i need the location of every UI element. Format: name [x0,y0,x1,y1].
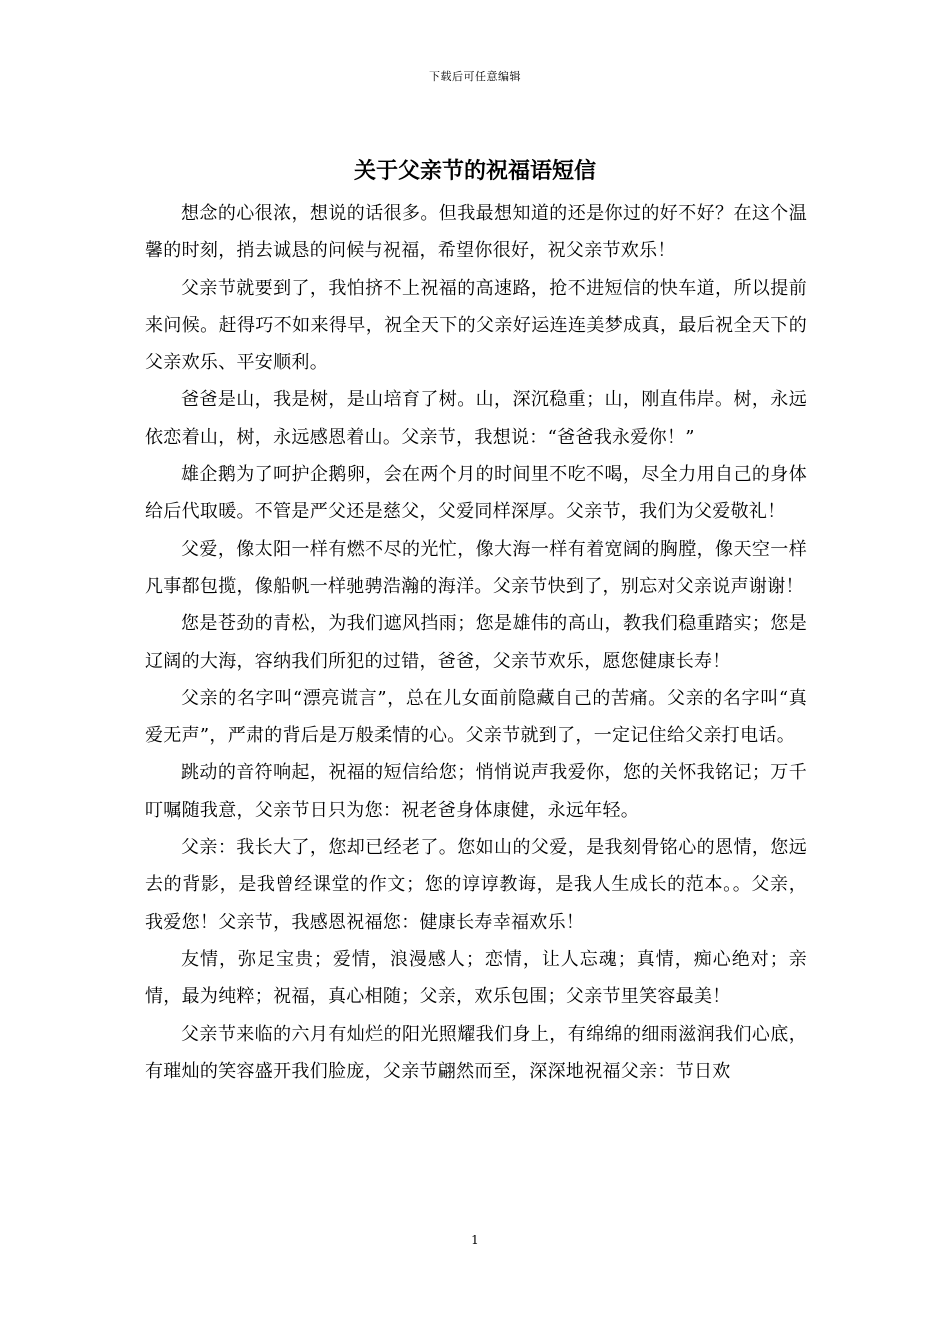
paragraph: 父亲的名字叫“漂亮谎言”，总在儿女面前隐藏自己的苦痛。父亲的名字叫“真爱无声”，严肃的背后是万般柔情的心。父亲节就到了，一定记住给父亲打电话。 [145,687,807,747]
document-body [145,195,807,1090]
page-number: 1 [471,1233,479,1247]
paragraph: 想念的心很浓，想说的话很多。但我最想知道的还是你过的好不好？在这个温馨的时刻，捎去诚恳的问候与祝福，希望你很好，祝父亲节欢乐！ [145,203,807,262]
paragraph: 父爱，像太阳一样有燃不尽的光忙，像大海一样有着宽阔的胸膛，像天空一样凡事都包揽，像船帆一样驰骋浩瀚的海洋。父亲节快到了，别忘对父亲说声谢谢！ [145,538,807,597]
document-title: 关于父亲节的祝福语短信 [353,158,596,184]
paragraph: 父亲节来临的六月有灿烂的阳光照耀我们身上，有绵绵的细雨滋润我们心底，有璀灿的笑容盛开我们脸庞，父亲节翩然而至，深深地祝福父亲：节日欢 [145,1023,807,1082]
paragraph: 父亲节就要到了，我怕挤不上祝福的高速路，抢不进短信的快车道，所以提前来问候。赶得巧不如来得早，祝全天下的父亲好运连连美梦成真，最后祝全天下的父亲欢乐、平安顺利。 [145,277,807,374]
paragraph: 父亲：我长大了，您却已经老了。您如山的父爱，是我刻骨铭心的恩情，您远去的背影，是我曾经课堂的作文；您的谆谆教诲，是我人生成长的范本。。父亲，我爱您！父亲节，我感恩祝福您：健康长寿幸福欢乐！ [145,837,807,933]
paragraph: 您是苍劲的青松，为我们遮风挡雨；您是雄伟的高山，教我们稳重踏实；您是辽阔的大海，容纳我们所犯的过错，爸爸，父亲节欢乐，愿您健康长寿！ [145,613,807,672]
header-note: 下载后可任意编辑 [429,70,521,83]
paragraph: 友情，弥足宝贵；爱情，浪漫感人；恋情，让人忘魂；真情，痴心绝对；亲情，最为纯粹；祝福，真心相随；父亲，欢乐包围；父亲节里笑容最美！ [145,948,807,1008]
paragraph: 雄企鹅为了呵护企鹅卵，会在两个月的时间里不吃不喝，尽全力用自己的身体给后代取暖。不管是严父还是慈父，父爱同样深厚。父亲节，我们为父爱敬礼！ [145,464,807,523]
paragraph: 爸爸是山，我是树，是山培育了树。山，深沉稳重；山，刚直伟岸。树，永远依恋着山，树，永远感恩着山。父亲节，我想说：“爸爸我永爱你！” [145,389,807,448]
paragraph: 跳动的音符响起，祝福的短信给您；悄悄说声我爱你，您的关怀我铭记；万千叮嘱随我意，父亲节日只为您：祝老爸身体康健，永远年轻。 [145,762,807,821]
